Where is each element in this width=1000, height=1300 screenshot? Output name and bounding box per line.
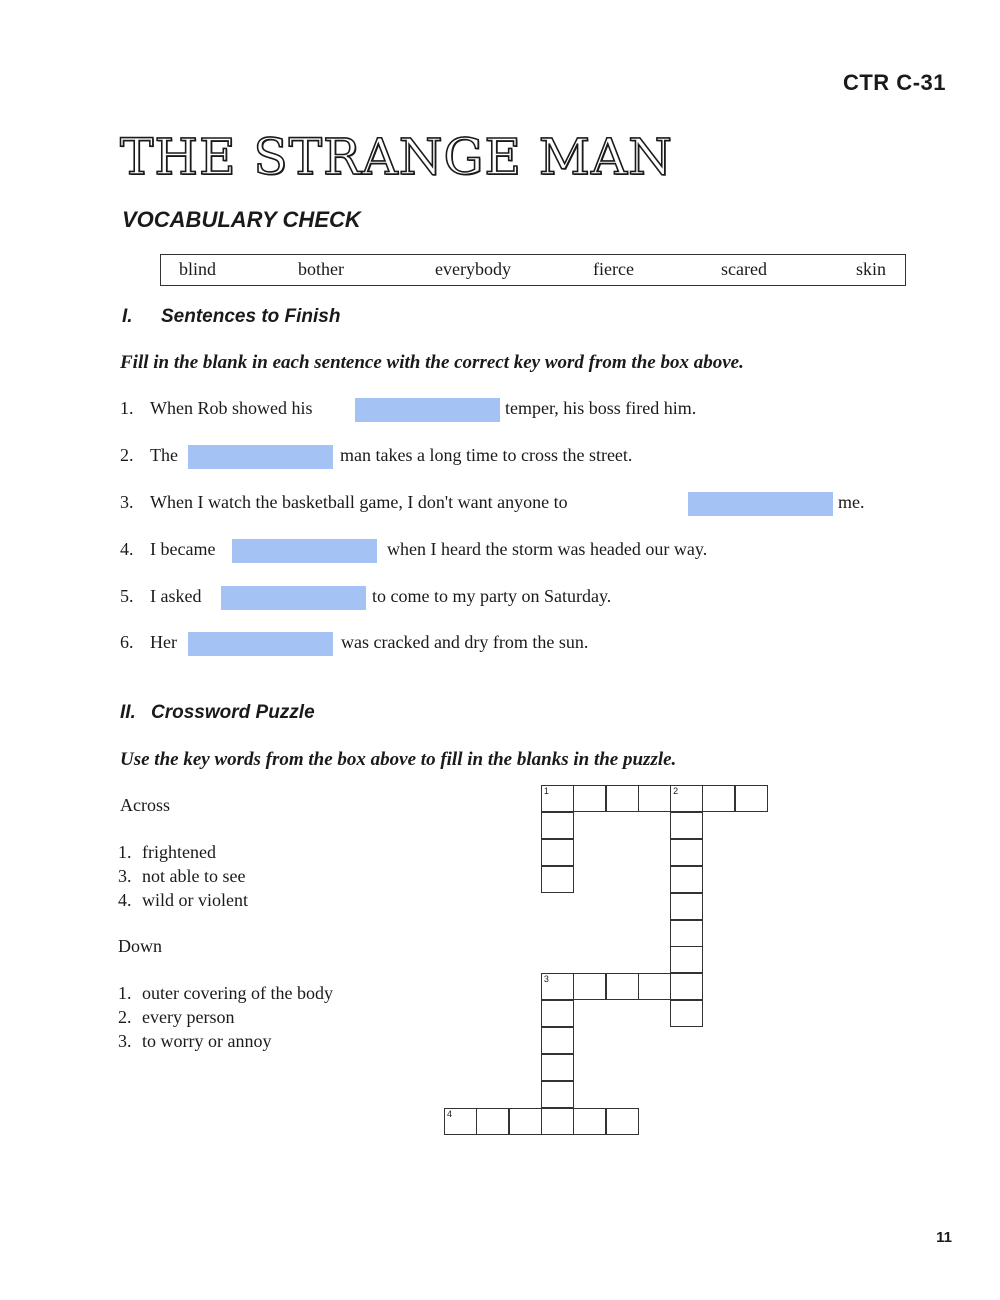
crossword-cell[interactable] — [573, 785, 606, 812]
answer-blank-5[interactable] — [221, 586, 366, 610]
crossword-cell[interactable] — [735, 785, 768, 812]
crossword-cell[interactable] — [541, 1027, 574, 1054]
crossword-cell[interactable] — [606, 785, 639, 812]
sentence-before: I became — [150, 539, 216, 559]
crossword-cell-number: 1 — [543, 786, 549, 796]
crossword-cell[interactable] — [606, 1108, 639, 1135]
section1-number: I. — [122, 306, 133, 327]
clue-text: wild or violent — [142, 890, 248, 910]
across-clue-4 — [118, 890, 248, 911]
clue-text: not able to see — [142, 866, 246, 886]
vocabulary-heading: VOCABULARY CHECK — [122, 207, 361, 232]
section2-instruction: Use the key words from the box above to fill in the blanks in the puzzle. — [120, 749, 677, 770]
clue-number: 4. — [118, 890, 132, 910]
key-word-box — [160, 254, 906, 286]
crossword-cell[interactable] — [638, 785, 671, 812]
section2-heading: Crossword Puzzle — [151, 702, 315, 723]
crossword-cell[interactable] — [541, 866, 574, 893]
answer-blank-4[interactable] — [232, 539, 377, 563]
crossword-cell[interactable] — [670, 1000, 703, 1027]
sentence-number: 3. — [120, 492, 134, 512]
sentence-before: When I watch the basketball game, I don't want anyone to — [150, 492, 568, 512]
sentence-number: 5. — [120, 586, 134, 606]
sentence-after: me. — [838, 492, 865, 512]
sentence-before: I asked — [150, 586, 202, 606]
clue-text: frightened — [142, 842, 216, 862]
down-clue-2 — [118, 1007, 234, 1028]
section2-number: II. — [120, 702, 136, 723]
sentence-number: 6. — [120, 632, 134, 652]
down-label: Down — [118, 936, 162, 956]
sentence-before: Her — [150, 632, 177, 652]
crossword-cell[interactable] — [541, 1108, 574, 1135]
answer-blank-6[interactable] — [188, 632, 333, 656]
key-word: blind — [179, 259, 217, 279]
crossword-cell[interactable] — [670, 920, 703, 947]
sentence-after: to come to my party on Saturday. — [372, 586, 612, 606]
clue-text: outer covering of the body — [142, 983, 333, 1003]
crossword-cell[interactable] — [476, 1108, 509, 1135]
clue-number: 1. — [118, 983, 132, 1003]
crossword-cell[interactable] — [670, 839, 703, 866]
crossword-cell[interactable] — [444, 1108, 477, 1135]
clue-number: 3. — [118, 1031, 132, 1051]
sentence-before: When Rob showed his — [150, 398, 313, 418]
crossword-cell[interactable] — [573, 973, 606, 1000]
document-code: CTR C-31 — [842, 70, 946, 95]
clue-number: 2. — [118, 1007, 132, 1027]
down-clue-3 — [118, 1031, 271, 1052]
crossword-cell[interactable] — [541, 973, 574, 1000]
crossword-cell[interactable] — [509, 1108, 542, 1135]
page-number: 11 — [936, 1229, 952, 1246]
clue-number: 3. — [118, 866, 132, 886]
sentence-number: 2. — [120, 445, 134, 465]
key-word: everybody — [435, 259, 511, 279]
sentence-before: The — [150, 445, 178, 465]
answer-blank-3[interactable] — [688, 492, 833, 516]
sentence-after: temper, his boss fired him. — [505, 398, 697, 418]
sentence-number: 1. — [120, 398, 134, 418]
sentence-number: 4. — [120, 539, 134, 559]
crossword-cell[interactable] — [541, 1000, 574, 1027]
crossword-cell[interactable] — [670, 946, 703, 973]
key-word: skin — [856, 259, 887, 279]
across-clue-3 — [118, 866, 245, 887]
key-word: scared — [721, 259, 767, 279]
sentence-after: man takes a long time to cross the street. — [340, 445, 633, 465]
crossword-cell[interactable] — [670, 973, 703, 1000]
crossword-cell[interactable] — [541, 812, 574, 839]
answer-blank-1[interactable] — [355, 398, 500, 422]
section1-heading: Sentences to Finish — [161, 306, 341, 327]
crossword-cell[interactable] — [541, 1054, 574, 1081]
key-word: fierce — [593, 259, 634, 279]
crossword-cell[interactable] — [638, 973, 671, 1000]
page-title: THE STRANGE MAN — [120, 128, 673, 186]
crossword-cell[interactable] — [702, 785, 735, 812]
across-label: Across — [120, 795, 170, 815]
crossword-cell[interactable] — [670, 866, 703, 893]
sentence-after: was cracked and dry from the sun. — [341, 632, 589, 652]
across-clue-1 — [118, 842, 216, 863]
crossword-cell[interactable] — [606, 973, 639, 1000]
down-clue-1 — [118, 983, 333, 1004]
crossword-cell[interactable] — [541, 839, 574, 866]
crossword-cell[interactable] — [541, 785, 574, 812]
clue-text: every person — [142, 1007, 235, 1027]
crossword-cell-number: 4 — [447, 1108, 453, 1119]
answer-blank-2[interactable] — [188, 445, 333, 469]
crossword-cell[interactable] — [670, 785, 703, 812]
key-word: bother — [298, 259, 344, 279]
section1-instruction: Fill in the blank in each sentence with the correct key word from the box above. — [120, 352, 744, 373]
crossword-cell[interactable] — [573, 1108, 606, 1135]
clue-text: to worry or annoy — [142, 1031, 272, 1051]
crossword-cell-number: 2 — [673, 786, 679, 796]
crossword-cell[interactable] — [541, 1081, 574, 1108]
sentence-after: when I heard the storm was headed our way. — [387, 539, 708, 559]
clue-number: 1. — [118, 842, 132, 862]
crossword-cell[interactable] — [670, 893, 703, 920]
crossword-cell[interactable] — [670, 812, 703, 839]
crossword-cell-number: 3 — [543, 974, 549, 985]
